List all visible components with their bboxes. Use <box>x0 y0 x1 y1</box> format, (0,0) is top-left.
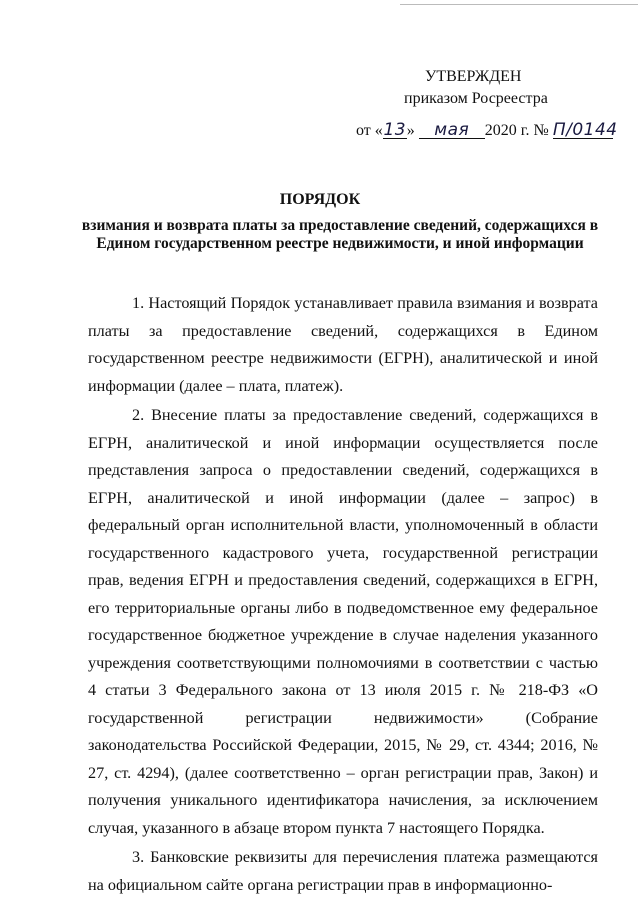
date-year-number-label: 2020 г. № <box>484 122 549 139</box>
date-month-handwritten: мая <box>419 122 485 139</box>
paragraph-1: 1. Настоящий Порядок устанавливает правила взимания и возврата платы за предоставление сведений, содержащихся в Едином государственном реестре недвижимости (ЕГРН), аналитической и иной информации (далее – плата, платеж). <box>88 294 598 395</box>
date-day-handwritten: 13 <box>383 120 407 140</box>
order-number-handwritten: П/0144 <box>552 120 618 140</box>
paragraph-3: 3. Банковские реквизиты для перечисления платежа размещаются на официальном сайте органа регистрации прав в информационно- <box>88 848 598 894</box>
date-prefix: от « <box>356 122 383 139</box>
approved-heading: УТВЕРЖДЕН <box>425 68 522 85</box>
document-title: ПОРЯДОК <box>279 191 361 208</box>
date-quote-close: » <box>406 122 415 139</box>
approval-date-line <box>356 120 618 140</box>
scan-edge-line <box>400 4 638 5</box>
document-body <box>88 290 598 899</box>
approved-by-order: приказом Росреестра <box>404 90 548 107</box>
document-subtitle: взимания и возврата платы за предоставление сведений, содержащихся в Едином государственном реестре недвижимости, и иной информации <box>81 217 599 252</box>
paragraph-2: 2. Внесение платы за предоставление сведений, содержащихся в ЕГРН, аналитической и иной информации осуществляется после представления запроса о предоставлении сведений, содержащихся в ЕГРН, аналитической и иной информации (далее – запрос) в федеральный орган исполнительной власти, уполномоченный в области государственного кадастрового учета, государственной регистрации прав, ведения ЕГРН и предоставления сведений, содержащихся в ЕГРН, его территориальные органы либо в подведомственное ему федеральное государственное бюджетное учреждение в случае наделения указанного учреждения соответствующими полномочиями в соответствии с частью 4 статьи 3 Федерального закона от 13 июля 2015 г. № 218-ФЗ «О государственной регистрации недвижимости» (Собрание законодательства Российской Федерации, 2015, № 29, ст. 4344; 2016, № 27, ст. 4294), (далее соответственно – орган регистрации прав, Закон) и получения уникального идентификатора начисления, за исключением случая, указанного в абзаце втором пункта 7 настоящего Порядка. <box>88 406 598 837</box>
